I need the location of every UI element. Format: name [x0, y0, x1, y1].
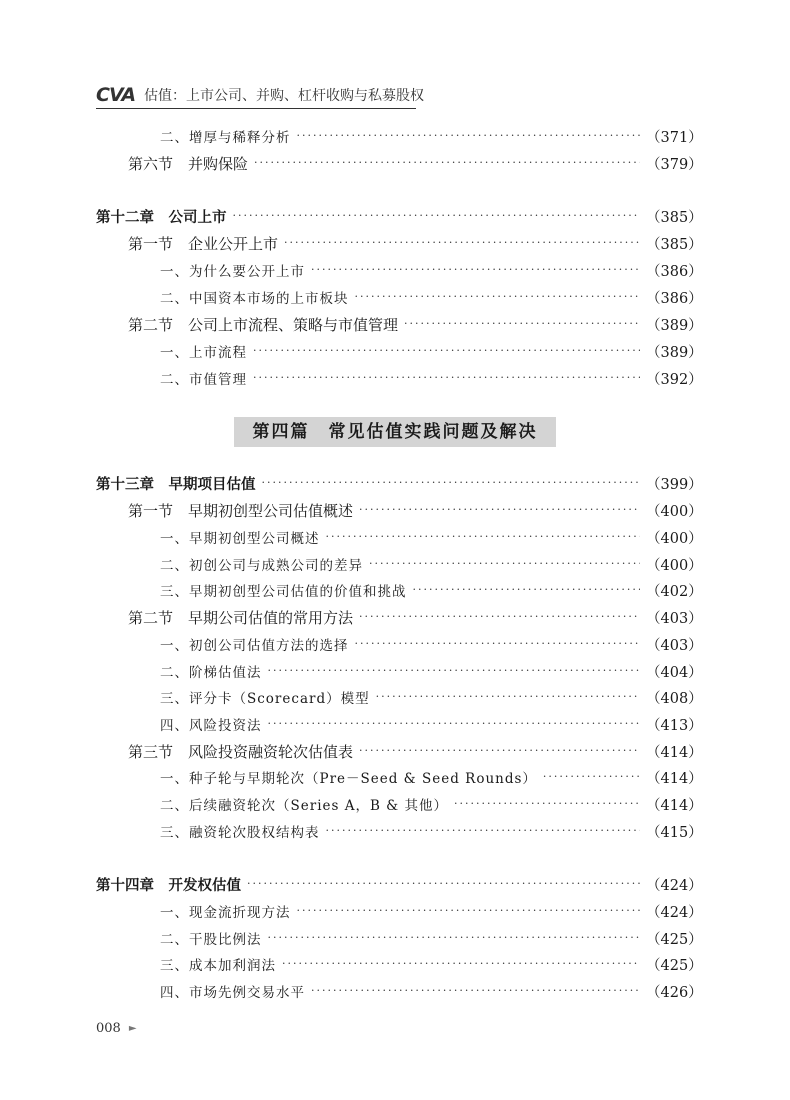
toc-entry[interactable]: [0, 765, 790, 789]
toc-entry[interactable]: [0, 792, 790, 816]
toc-entry-label: 一、现金流折现方法: [160, 905, 291, 921]
leader-dots: [359, 607, 640, 627]
toc-entry-label: 二、后续融资轮次（Series A，B & 其他）: [160, 798, 448, 814]
cva-logo: CVA: [96, 84, 136, 106]
toc-entry-label: 第三节 风险投资融资轮次估值表: [128, 742, 354, 761]
leader-dots: [268, 714, 641, 734]
toc-entry-label: 四、市场先例交易水平: [160, 985, 305, 1001]
toc-entry-page: （399）: [646, 476, 703, 493]
leader-dots: [404, 314, 640, 334]
toc-entry-page: （385）: [646, 236, 703, 253]
toc-entry-page: （400）: [646, 503, 703, 520]
triangle-arrow-icon: ►: [128, 1023, 137, 1034]
toc-entry-label: 一、上市流程: [160, 345, 247, 361]
toc-entry-page: （385）: [646, 209, 703, 226]
leader-dots: [297, 901, 641, 921]
leader-dots: [233, 206, 641, 226]
toc-entry-label: 第十四章 开发权估值: [96, 877, 241, 894]
toc-entry-page: （425）: [646, 957, 703, 974]
toc-entry-page: （425）: [646, 931, 703, 948]
leader-dots: [355, 287, 641, 307]
toc-entry-page: （400）: [646, 530, 703, 547]
page-number: 008: [96, 1021, 121, 1036]
toc-entry[interactable]: [0, 498, 790, 522]
toc-entry[interactable]: [0, 366, 790, 390]
toc-entry[interactable]: [0, 151, 790, 175]
toc-entry-page: （392）: [646, 371, 703, 388]
toc-entry[interactable]: [0, 552, 790, 576]
leader-dots: [413, 580, 641, 600]
toc-entry-label: 一、为什么要公开上市: [160, 264, 305, 280]
toc-entry[interactable]: [0, 899, 790, 923]
toc-entry[interactable]: [0, 339, 790, 363]
toc-chapter[interactable]: [0, 204, 790, 228]
toc-entry-label: 三、评分卡（Scorecard）模型: [160, 691, 370, 707]
leader-dots: [268, 928, 641, 948]
leader-dots: [326, 527, 641, 547]
leader-dots: [284, 233, 640, 253]
part-heading: 第四篇 常见估值实践问题及解决: [234, 417, 556, 447]
toc-entry[interactable]: [0, 926, 790, 950]
leader-dots: [253, 368, 640, 388]
toc-entry-label: 一、初创公司估值方法的选择: [160, 638, 349, 654]
toc-entry-label: 第一节 企业公开上市: [128, 234, 279, 253]
leader-dots: [253, 341, 640, 361]
page-footer: [96, 1021, 137, 1036]
toc-entry[interactable]: [0, 258, 790, 282]
toc-entry-label: 一、早期初创型公司概述: [160, 531, 320, 547]
toc-entry-label: 第二节 早期公司估值的常用方法: [128, 608, 354, 627]
toc-entry-page: （386）: [646, 290, 703, 307]
toc-entry-page: （413）: [646, 717, 703, 734]
leader-dots: [247, 874, 640, 894]
leader-dots: [268, 661, 641, 681]
toc-entry-page: （403）: [646, 610, 703, 627]
toc-entry-label: 第二节 公司上市流程、策略与市值管理: [128, 315, 399, 334]
toc-entry-page: （415）: [646, 824, 703, 841]
toc-entry-page: （414）: [646, 744, 703, 761]
toc-entry-label: 三、融资轮次股权结构表: [160, 825, 320, 841]
toc-entry-label: 二、市值管理: [160, 372, 247, 388]
leader-dots: [326, 821, 641, 841]
toc-entry[interactable]: [0, 312, 790, 336]
toc-entry-label: 三、成本加利润法: [160, 958, 276, 974]
toc-entry-page: （414）: [646, 797, 703, 814]
toc-entry[interactable]: [0, 952, 790, 976]
toc-entry-label: 二、阶梯估值法: [160, 665, 262, 681]
leader-dots: [359, 500, 640, 520]
toc-entry[interactable]: [0, 685, 790, 709]
toc-entry-page: （408）: [646, 690, 703, 707]
leader-dots: [254, 153, 640, 173]
toc-entry-label: 第十三章 早期项目估值: [96, 476, 256, 493]
toc-entry-label: 四、风险投资法: [160, 718, 262, 734]
leader-dots: [311, 981, 640, 1001]
leader-dots: [355, 634, 641, 654]
toc-entry-page: （400）: [646, 557, 703, 574]
toc-entry[interactable]: [0, 739, 790, 763]
toc-entry-page: （386）: [646, 263, 703, 280]
toc-entry-label: 二、干股比例法: [160, 932, 262, 948]
toc-entry-page: （424）: [646, 904, 703, 921]
toc-entry-page: （424）: [646, 877, 703, 894]
toc-entry-page: （379）: [646, 156, 703, 173]
toc-entry-label: 二、中国资本市场的上市板块: [160, 291, 349, 307]
leader-dots: [376, 687, 640, 707]
toc-entry-page: （403）: [646, 637, 703, 654]
toc-entry[interactable]: [0, 632, 790, 656]
toc-entry[interactable]: [0, 231, 790, 255]
toc-entry[interactable]: [0, 605, 790, 629]
toc-entry[interactable]: [0, 819, 790, 843]
toc-entry-page: （371）: [646, 129, 703, 146]
toc-entry[interactable]: [0, 979, 790, 1003]
toc-entry[interactable]: [0, 285, 790, 309]
leader-dots: [297, 126, 641, 146]
book-title: 估值：上市公司、并购、杠杆收购与私募股权: [144, 88, 424, 104]
toc-chapter[interactable]: [0, 872, 790, 896]
toc-entry-label: 第十二章 公司上市: [96, 209, 227, 226]
toc-entry-label: 二、初创公司与成熟公司的差异: [160, 558, 363, 574]
toc-entry[interactable]: [0, 578, 790, 602]
toc-entry-label: 二、增厚与稀释分析: [160, 130, 291, 146]
toc-entry-page: （426）: [646, 984, 703, 1001]
toc-entry-page: （402）: [646, 583, 703, 600]
toc-chapter[interactable]: [0, 471, 790, 495]
running-header: [96, 84, 424, 109]
leader-dots: [543, 767, 640, 787]
leader-dots: [262, 473, 641, 493]
toc-entry-label: 第一节 早期初创型公司估值概述: [128, 501, 354, 520]
toc-entry-page: （414）: [646, 770, 703, 787]
leader-dots: [282, 954, 640, 974]
toc-entry-label: 第六节 并购保险: [128, 154, 249, 173]
toc-entry[interactable]: [0, 124, 790, 148]
toc-entry-page: （404）: [646, 664, 703, 681]
toc-entry-page: （389）: [646, 317, 703, 334]
toc-entry-label: 三、早期初创型公司估值的价值和挑战: [160, 584, 407, 600]
leader-dots: [369, 554, 640, 574]
leader-dots: [311, 260, 640, 280]
leader-dots: [454, 794, 640, 814]
leader-dots: [359, 741, 640, 761]
toc-entry[interactable]: [0, 659, 790, 683]
toc-entry[interactable]: [0, 525, 790, 549]
toc-entry[interactable]: [0, 712, 790, 736]
toc-entry-label: 一、种子轮与早期轮次（Pre－Seed & Seed Rounds）: [160, 771, 537, 787]
toc-entry-page: （389）: [646, 344, 703, 361]
